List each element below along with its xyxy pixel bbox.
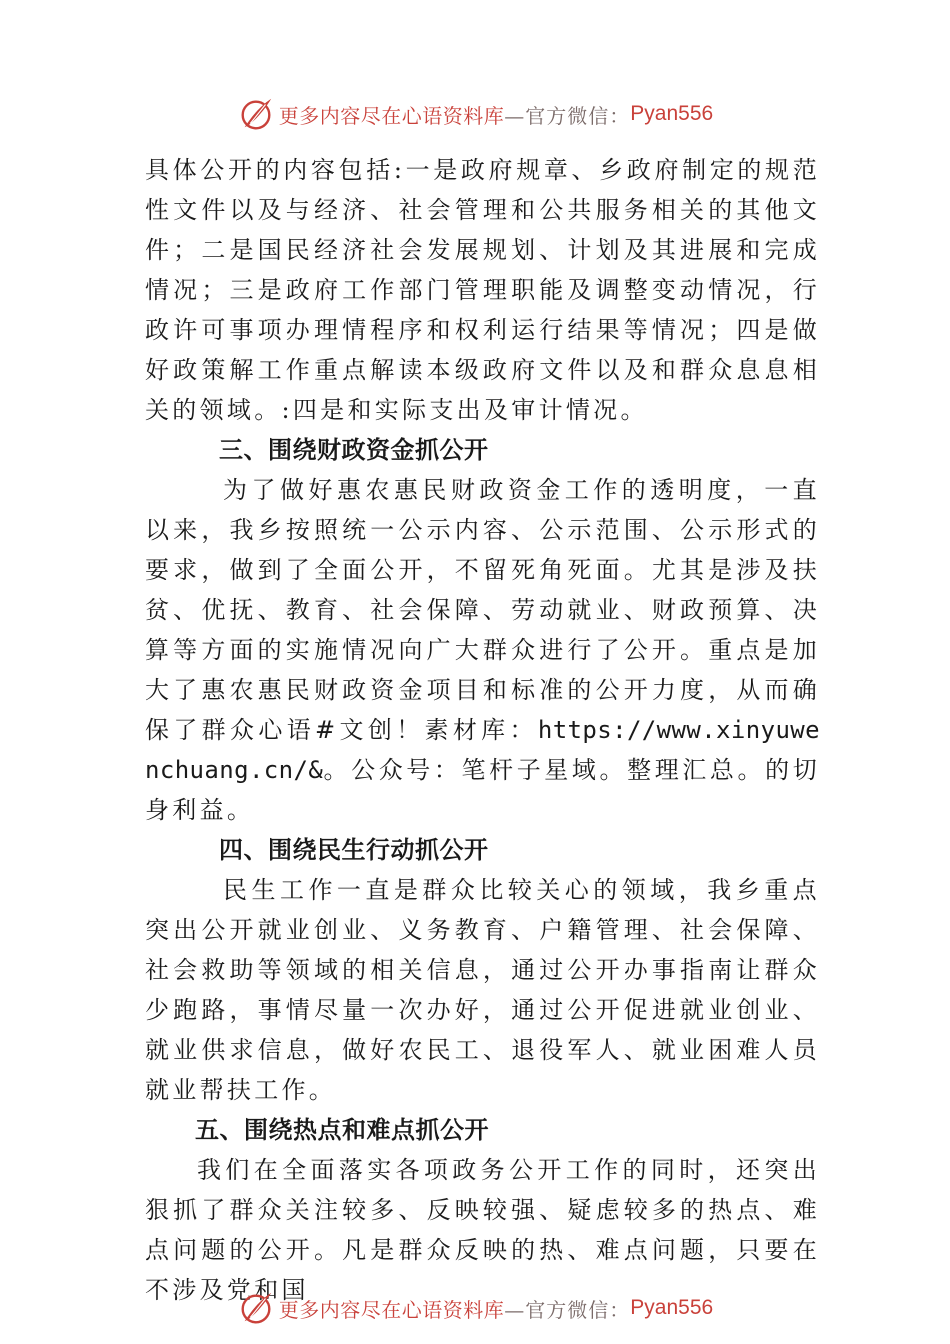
header-title: 更多内容尽在心语资料库 [278,103,505,128]
footer-wechat-label: —官方微信： [504,1297,631,1322]
document-body [145,150,820,1310]
section-heading-4: 四、围绕民生行动抓公开 [219,836,489,864]
paragraph-2-text-b: 。公众号：笔杆子星域。整理汇总。的切身利益。 [145,756,820,824]
section-heading-5: 五、围绕热点和难点抓公开 [195,1116,489,1144]
paragraph-1: 具体公开的内容包括:一是政府规章、乡政府制定的规范性文件以及与经济、社会管理和公共服务相关的其他文件；二是国民经济社会发展规划、计划及其进展和完成情况；三是政府工作部门管理职能及调整变动情况，行政许可事项办理情程序和权利运行结果等情况；四是做好政策解工作重点解读本级政府文件以及和群众息息相关的领域。:四是和实际支出及审计情况。 [145,156,820,424]
quill-logo-icon [237,95,275,133]
section-heading-3: 三、围绕财政资金抓公开 [219,436,489,464]
quill-logo-icon [237,1289,275,1327]
paragraph-3: 民生工作一直是群众比较关心的领域，我乡重点突出公开就业创业、义务教育、户籍管理、社会保障、社会救助等领域的相关信息，通过公开办事指南让群众少跑路，事情尽量一次办好，通过公开促进就业创业、就业供求信息，做好农民工、退役军人、就业困难人员就业帮扶工作。 [145,876,820,1104]
paragraph-2 [145,470,820,830]
header-wechat-label: —官方微信： [504,103,631,128]
footer-title: 更多内容尽在心语资料库 [278,1297,505,1322]
footer-wechat-id: Pyan556 [630,1296,714,1319]
source-url: https://www.xinyuwenchuang.cn/& [145,716,820,784]
header-banner [0,92,950,136]
paragraph-2-text-a: 为了做好惠农惠民财政资金工作的透明度，一直以来，我乡按照统一公示内容、公示范围、公示形式的要求，做到了全面公开，不留死角死面。尤其是涉及扶贫、优抚、教育、社会保障、劳动就业、财政预算、决算等方面的实施情况向广大群众进行了公开。重点是加大了惠农惠民财政资金项目和标准的公开力度，从而确保了群众心语#文创！素材库： [145,476,820,744]
paragraph-4: 我们在全面落实各项政务公开工作的同时，还突出狠抓了群众关注较多、反映较强、疑虑较多的热点、难点问题的公开。凡是群众反映的热、难点问题，只要在不涉及党和国 [145,1156,820,1304]
header-wechat-id: Pyan556 [630,102,714,125]
footer-banner [0,1286,950,1330]
